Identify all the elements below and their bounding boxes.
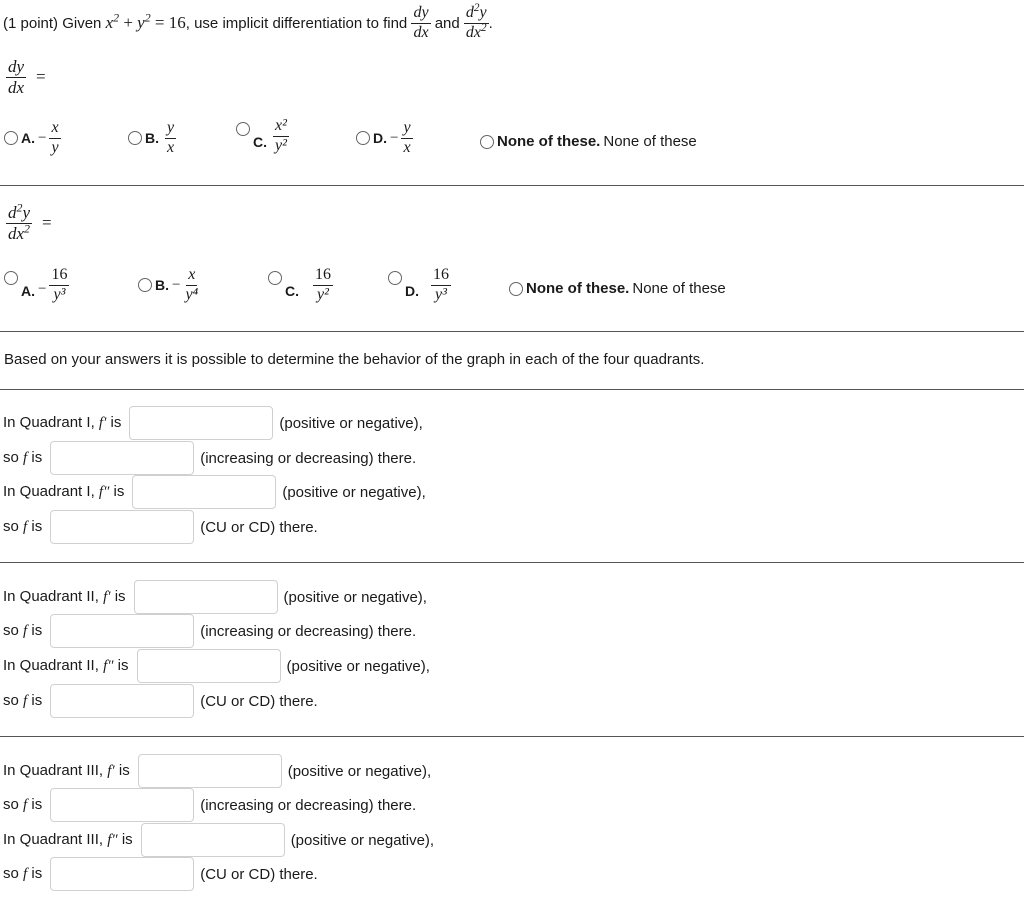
radio-button[interactable] — [388, 271, 402, 285]
q1-fprime-sign-input[interactable] — [129, 406, 273, 440]
q2-fdoubleprime-row: In Quadrant II, f″ is (positive or negative), — [3, 649, 430, 683]
q2-fprime-sign-input[interactable] — [134, 580, 278, 614]
q3-fprime-row: In Quadrant III, f′ is (positive or negative), — [3, 754, 431, 788]
divider — [0, 331, 1024, 332]
dydx-option-d[interactable]: D. − $\frac{y}{x}$ — [356, 120, 413, 157]
radio-button[interactable] — [268, 271, 282, 285]
q2-f-monotonic-input[interactable] — [50, 614, 194, 648]
q2-f-monotonic-row: so f is (increasing or decreasing) there. — [3, 614, 416, 648]
given-word: Given — [62, 14, 102, 32]
divider — [0, 389, 1024, 390]
q1-fdoubleprime-sign-input[interactable] — [132, 475, 276, 509]
d2y-dx2-label: $\frac{d^2y}{dx^2}$ = — [8, 200, 52, 243]
q3-fprime-sign-input[interactable] — [138, 754, 282, 788]
q1-f-concavity-row: so f is (CU or CD) there. — [3, 510, 318, 544]
radio-button[interactable] — [128, 131, 142, 145]
radio-button[interactable] — [509, 282, 523, 296]
q3-f-concavity-input[interactable] — [50, 857, 194, 891]
radio-button[interactable] — [480, 135, 494, 149]
radio-button[interactable] — [4, 131, 18, 145]
divider — [0, 736, 1024, 737]
radio-button[interactable] — [4, 271, 18, 285]
q3-f-concavity-row: so f is (CU or CD) there. — [3, 857, 318, 891]
dydx-option-none[interactable]: None of these. None of these — [480, 133, 697, 150]
q1-f-monotonic-input[interactable] — [50, 441, 194, 475]
q2-f-concavity-input[interactable] — [50, 684, 194, 718]
q3-f-monotonic-input[interactable] — [50, 788, 194, 822]
dydx-option-b[interactable]: B. $\frac{y}{x}$ — [128, 120, 176, 157]
q3-fdoubleprime-sign-input[interactable] — [141, 823, 285, 857]
divider — [0, 562, 1024, 563]
dydx-option-c[interactable]: C. $\frac{\text{x²}}{\text{y²}}$ — [236, 118, 289, 155]
points-label: (1 point) — [3, 14, 59, 32]
divider — [0, 185, 1024, 186]
equation: $x^2 + y^2 = 16$ — [105, 10, 186, 32]
behavior-text: Based on your answers it is possible to determine the behavior of the graph in each of the four quadrants. — [4, 351, 705, 368]
q1-fdoubleprime-row: In Quadrant I, f″ is (positive or negative), — [3, 475, 426, 509]
d2ydx2-option-none[interactable]: None of these. None of these — [509, 280, 726, 297]
d2y-dx2-fraction: $\frac{d^2y}{dx^2}$ — [465, 1, 487, 41]
radio-button[interactable] — [236, 122, 250, 136]
q1-fprime-row: In Quadrant I, f′ is (positive or negative), — [3, 406, 423, 440]
q1-f-monotonic-row: so f is (increasing or decreasing) there. — [3, 441, 416, 475]
dydx-option-a[interactable]: A. − $\frac{x}{y}$ — [4, 120, 61, 157]
d2ydx2-option-a[interactable]: A. − $\frac{16}{\text{y³}}$ — [4, 267, 69, 304]
and-word: and — [434, 14, 460, 32]
instruction-text: use implicit differentiation to find — [194, 14, 408, 32]
q3-f-monotonic-row: so f is (increasing or decreasing) there. — [3, 788, 416, 822]
radio-button[interactable] — [356, 131, 370, 145]
q3-fdoubleprime-row: In Quadrant III, f″ is (positive or negative), — [3, 823, 434, 857]
q2-f-concavity-row: so f is (CU or CD) there. — [3, 684, 318, 718]
question-header: (1 point) Given $x^2 + y^2 = 16$ , use implicit differentiation to find $\frac{dy}{dx}$ and $\frac{d^2y}{dx^2}$ . — [3, 1, 493, 41]
d2ydx2-option-b[interactable]: B. − $\frac{x}{\text{y⁴}}$ — [138, 267, 200, 304]
q2-fprime-row: In Quadrant II, f′ is (positive or negative), — [3, 580, 427, 614]
d2ydx2-option-d[interactable]: D. $\frac{16}{\text{y³}}$ — [388, 267, 451, 304]
dy-dx-label: $\frac{dy}{dx}$ = — [8, 57, 46, 97]
q2-fdoubleprime-sign-input[interactable] — [137, 649, 281, 683]
dy-dx-fraction: $\frac{dy}{dx}$ — [413, 3, 429, 41]
radio-button[interactable] — [138, 278, 152, 292]
d2ydx2-option-c[interactable]: C. $\frac{16}{\text{y²}}$ — [268, 267, 333, 304]
q1-f-concavity-input[interactable] — [50, 510, 194, 544]
